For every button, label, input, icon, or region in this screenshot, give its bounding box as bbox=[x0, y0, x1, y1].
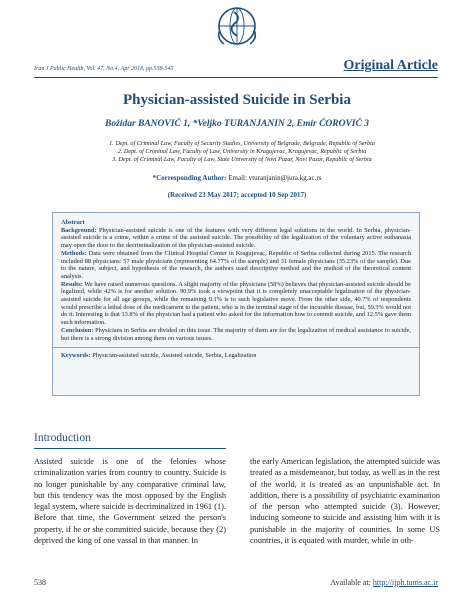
keywords-divider bbox=[53, 347, 419, 348]
abstract-background bbox=[61, 227, 411, 250]
methods-label: Methods: bbox=[61, 249, 87, 257]
abstract-heading: Abstract bbox=[61, 219, 85, 226]
corresponding-author bbox=[0, 174, 474, 182]
availability-note bbox=[330, 578, 438, 587]
introduction-heading: Introduction bbox=[34, 432, 91, 444]
introduction-divider bbox=[34, 448, 226, 449]
methods-text: Data were obtained from the Clinical Hospital Center in Kragujevac, Republic of Serbia collected during 2015. The research included 88 physicians: 57 male physicians (representing 64.77% of the sample) and 31 female physicians (35.23% of the sample). Due to the nature, subject, and hypothesis of the research, the authors used descriptive method and the method of the theoretical content analysis. bbox=[61, 249, 411, 280]
introduction-left-column: Assisted suicide is one of the felonies whose criminalization varies from country to country. Suicide is no longer punishable by any comparative criminal law, but this tendency was the most opposed by the English legal system, where suicide is decriminalized in 1961 (1). Before that time, the Government seized the person's property, if he or she committed suicide, because they (2) deprived the king of one vassal in that manner. In bbox=[34, 457, 226, 546]
section-label: Original Article bbox=[343, 58, 438, 73]
keywords-text: Physician-assisted suicide, Assisted suicide, Serbia, Legalization bbox=[92, 352, 257, 360]
page-number: 538 bbox=[34, 578, 46, 587]
keywords-label: Keywords: bbox=[61, 352, 91, 360]
background-label: Background: bbox=[61, 226, 97, 234]
journal-url-link[interactable]: http://ijph.tums.ac.ir bbox=[372, 578, 438, 587]
page-title: Physician-assisted Suicide in Serbia bbox=[123, 92, 351, 108]
background-text: Physician-assisted suicide is one of the features with very different legal solutions in the world. In Serbia, physician-assisted suicide is a crime, within a crime of the assisted suicide. The possibility of the legalization of the voluntary active euthanasia may open the door to the decriminalization of the physician-assisted suicide. bbox=[61, 226, 411, 250]
journal-reference: Iran J Public Health, Vol. 47, No.4, Apr 2018, pp.538-545 bbox=[34, 66, 174, 72]
conclusion-label: Conclusion: bbox=[61, 326, 94, 334]
conclusion-text: Physicians in Serbia are divided on this issue. The majority of them are for the legalization of medical assistance to suicide, but there is a strong division among them on various issues. bbox=[61, 326, 411, 342]
abstract-methods bbox=[61, 250, 411, 281]
affiliation-list bbox=[60, 140, 424, 165]
abstract-box bbox=[52, 212, 420, 396]
abstract-keywords bbox=[61, 352, 411, 360]
journal-emblem-icon bbox=[214, 4, 260, 52]
affiliation-item: 2. Dept. of Criminal Law, Faculty of Law, University in Kragujevac, Kragujevac, Republic of Serbia bbox=[117, 148, 367, 156]
affiliation-item: 3. Dept. of Criminal Law, Faculty of Law, State University of Novi Pazar, Novi Pazar, Republic of Serbia bbox=[112, 156, 372, 164]
available-label: Available at: bbox=[330, 578, 371, 587]
affiliation-item: 1. Dept. of Criminal Law, Faculty of Security Studies, University of Belgrade, Belgrade, Republic of Serbia bbox=[109, 140, 375, 147]
introduction-right-column: the early American legislation, the attempted suicide was treated as a misdemeanor, but today, as well as in the rest of the world, it is treated as an unpunishable act. In addition, there is a possibility of psychiatric examination of the person who attempted suicide (3). However, inducing someone to suicide and assisting him with it is punishable in the majority of countries. In some US countries, it is equated with murder, while in oth- bbox=[250, 457, 440, 546]
corresponding-label: *Corresponding Author: bbox=[152, 174, 227, 182]
received-dates: (Received 23 May 2017; accepted 10 Sep 2017) bbox=[167, 191, 307, 199]
corresponding-email: Email: vturanjanin@jura.kg.ac.rs bbox=[228, 174, 322, 182]
abstract-results bbox=[61, 281, 411, 327]
author-list: Božidar BANOVIĆ 1, *Veljko TURANJANIN 2, Emir ĆOROVIĆ 3 bbox=[105, 119, 369, 129]
abstract-conclusion bbox=[61, 327, 411, 342]
header-divider bbox=[34, 77, 438, 78]
results-text: We have raised numerous questions. A slight majority of the physicians (58%) believes that physician-assisted suicide should be legalized, while 42% is for another solution. 90.9% took a viewpoint that it is completely unacceptable legalization of the physician-assisted suicide for all age groups, while the remaining 9.1% is to such legislative move. From the other side, 40.7% of respondents would prescribe a lethal dose of the medicament to the patient, who is in the terminal stage of the incurable disease, but, 59.3% would not do it. Interesting is that 13.8% of the physician had a patient who asked for the information how to commit suicide, and 12.5% gave them such information. bbox=[61, 280, 411, 327]
results-label: Results: bbox=[61, 280, 83, 288]
